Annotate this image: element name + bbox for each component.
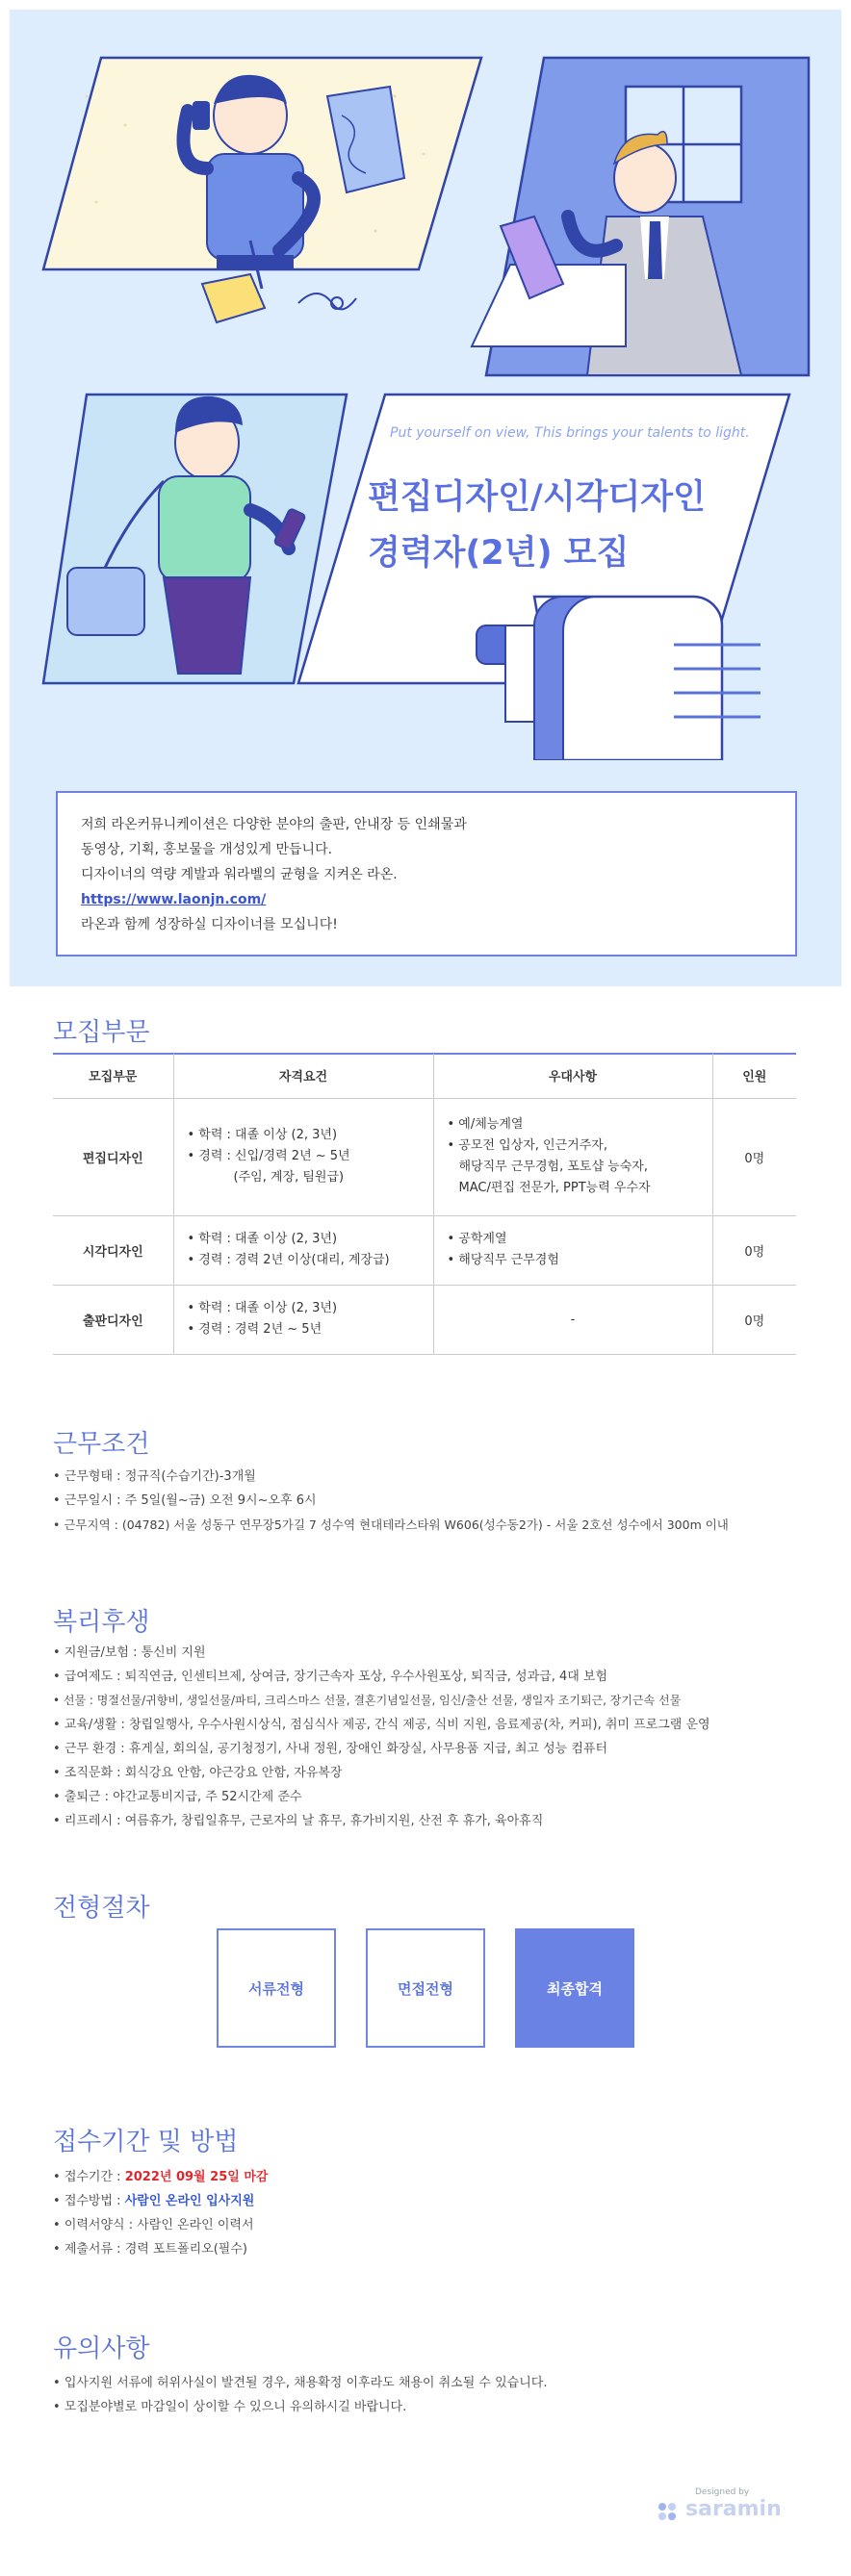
list-item: • 리프레시 : 여름휴가, 창립일휴무, 근로자의 날 휴무, 휴가비지원, 산전 후 휴가, 육아휴직 [53, 1809, 813, 1833]
preference-cell: - [433, 1285, 712, 1354]
hero-title-line-1: 편집디자인/시각디자인 [368, 478, 706, 517]
notice-list [53, 2371, 813, 2419]
table-header-row [53, 1054, 796, 1098]
requirement-item: • 학력 : 대졸 이상 (2, 3년) [187, 1232, 338, 1246]
apply-period-label: 접수기간 : [64, 2170, 125, 2184]
preference-item: MAC/편집 전문가, PPT능력 우수자 [458, 1181, 651, 1195]
welfare-list [53, 1641, 813, 1833]
recruit-section-title: 모집부문 [53, 1018, 150, 1047]
list-item: • 선물 : 명절선물/귀향비, 생일선물/파티, 크리스마스 선물, 결혼기념일선물, 임신/출산 선물, 생일자 조기퇴근, 장기근속 선물 [53, 1689, 813, 1713]
process-step-final: 최종합격 [515, 1928, 634, 2048]
process-step-document: 서류전형 [217, 1928, 336, 2048]
table-header: 우대사항 [433, 1054, 712, 1098]
list-item: • 지원금/보험 : 통신비 지원 [53, 1641, 813, 1665]
saramin-logo [655, 2487, 799, 2526]
headcount: 0명 [712, 1215, 796, 1285]
requirements-cell [173, 1215, 433, 1285]
welfare-section-title: 복리후생 [53, 1608, 150, 1637]
requirement-item: (주임, 계장, 팀원급) [233, 1170, 345, 1185]
list-item: • 제출서류 : 경력 포트폴리오(필수) [53, 2237, 813, 2261]
preference-cell [433, 1215, 712, 1285]
intro-line: 동영상, 기획, 홍보물을 개성있게 만듭니다. [81, 842, 333, 857]
table-header: 인원 [712, 1054, 796, 1098]
hero-banner [10, 10, 841, 986]
list-item: • 급여제도 : 퇴직연금, 인센티브제, 상여금, 장기근속자 포상, 우수사원포상, 퇴직금, 성과급, 4대 보험 [53, 1665, 813, 1689]
process-section-title: 전형절차 [53, 1894, 150, 1923]
notice-section-title: 유의사항 [53, 2334, 150, 2363]
intro-line: 디자이너의 역량 계발과 워라벨의 균형을 지켜온 라온. [81, 867, 398, 882]
position-name: 편집디자인 [53, 1098, 173, 1215]
preference-item: • 예/체능계열 [447, 1117, 524, 1132]
table-row [53, 1215, 796, 1285]
table-row [53, 1098, 796, 1215]
process-step-interview: 면접전형 [366, 1928, 485, 2048]
apply-list [53, 2165, 813, 2261]
headcount: 0명 [712, 1285, 796, 1354]
preference-item: • 공모전 입상자, 인근거주자, [447, 1138, 607, 1153]
hero-title [368, 470, 791, 581]
brand-name: saramin [685, 2497, 782, 2521]
position-name: 출판디자인 [53, 1285, 173, 1354]
requirements-cell [173, 1285, 433, 1354]
list-item: • 모집분야별로 마감일이 상이할 수 있으니 유의하시길 바랍니다. [53, 2395, 813, 2419]
preference-item: 해당직무 근무경험, 포토샵 능숙자, [458, 1160, 648, 1174]
work-conditions-list [53, 1465, 813, 1537]
intro-line: 라온과 함께 성장하실 디자이너를 모십니다! [81, 917, 338, 932]
hero-illustration [10, 10, 841, 760]
list-item: • 출퇴근 : 야간교통비지급, 주 52시간제 준수 [53, 1785, 813, 1809]
list-item: • 근무형태 : 정규직(수습기간)-3개월 [53, 1465, 813, 1489]
list-item: • 근무일시 : 주 5일(월~금) 오전 9시~오후 6시 [53, 1489, 813, 1513]
hero-title-line-2: 경력자(2년) 모집 [368, 534, 630, 573]
designed-by-label: Designed by [695, 2487, 750, 2497]
list-item: • 근무지역 : (04782) 서울 성동구 연무장5가길 7 성수역 현대테라스타워 W606(성수동2가) - 서울 2호선 성수에서 300m 이내 [53, 1513, 813, 1537]
table-header: 모집부문 [53, 1054, 173, 1098]
requirements-cell [173, 1098, 433, 1215]
list-item [53, 2189, 813, 2213]
list-item: • 근무 환경 : 휴게실, 회의실, 공기청정기, 사내 정원, 장애인 화장실, 사무용품 지급, 최고 성능 컴퓨터 [53, 1737, 813, 1761]
apply-section-title: 접수기간 및 방법 [53, 2128, 239, 2156]
apply-method-link[interactable]: 사람인 온라인 입사지원 [124, 2194, 255, 2208]
preference-item: • 해당직무 근무경험 [447, 1253, 559, 1267]
company-website-link[interactable]: https://www.laonjn.com/ [81, 892, 267, 907]
list-item: • 조직문화 : 회식강요 안함, 야근강요 안함, 자유복장 [53, 1761, 813, 1785]
requirement-item: • 학력 : 대졸 이상 (2, 3년) [187, 1128, 338, 1142]
table-row [53, 1285, 796, 1354]
requirement-item: • 학력 : 대졸 이상 (2, 3년) [187, 1301, 338, 1315]
intro-box [56, 791, 797, 956]
list-item: • 이력서양식 : 사람인 온라인 이력서 [53, 2213, 813, 2237]
table-header: 자격요건 [173, 1054, 433, 1098]
recruit-table [53, 1054, 796, 1355]
preference-cell [433, 1098, 712, 1215]
position-name: 시각디자인 [53, 1215, 173, 1285]
list-item: • 교육/생활 : 창립일행사, 우수사원시상식, 점심식사 제공, 간식 제공, 식비 지원, 음료제공(차, 커피), 취미 프로그램 운영 [53, 1713, 813, 1737]
hero-tagline: Put yourself on view, This brings your talents to light. [390, 425, 750, 441]
requirement-item: • 경력 : 신입/경력 2년 ~ 5년 [187, 1149, 350, 1163]
intro-line: 저희 라온커뮤니케이션은 다양한 분야의 출판, 안내장 등 인쇄물과 [81, 817, 467, 832]
apply-deadline: 2022년 09월 25일 마감 [124, 2170, 269, 2184]
requirement-item: • 경력 : 경력 2년 ~ 5년 [187, 1322, 322, 1337]
work-section-title: 근무조건 [53, 1430, 150, 1459]
list-item: • 입사지원 서류에 허위사실이 발견될 경우, 채용확정 이후라도 채용이 취소될 수 있습니다. [53, 2371, 813, 2395]
headcount: 0명 [712, 1098, 796, 1215]
apply-method-label: 접수방법 : [64, 2194, 125, 2208]
list-item [53, 2165, 813, 2189]
requirement-item: • 경력 : 경력 2년 이상(대리, 계장급) [187, 1253, 390, 1267]
preference-item: • 공학계열 [447, 1232, 507, 1246]
